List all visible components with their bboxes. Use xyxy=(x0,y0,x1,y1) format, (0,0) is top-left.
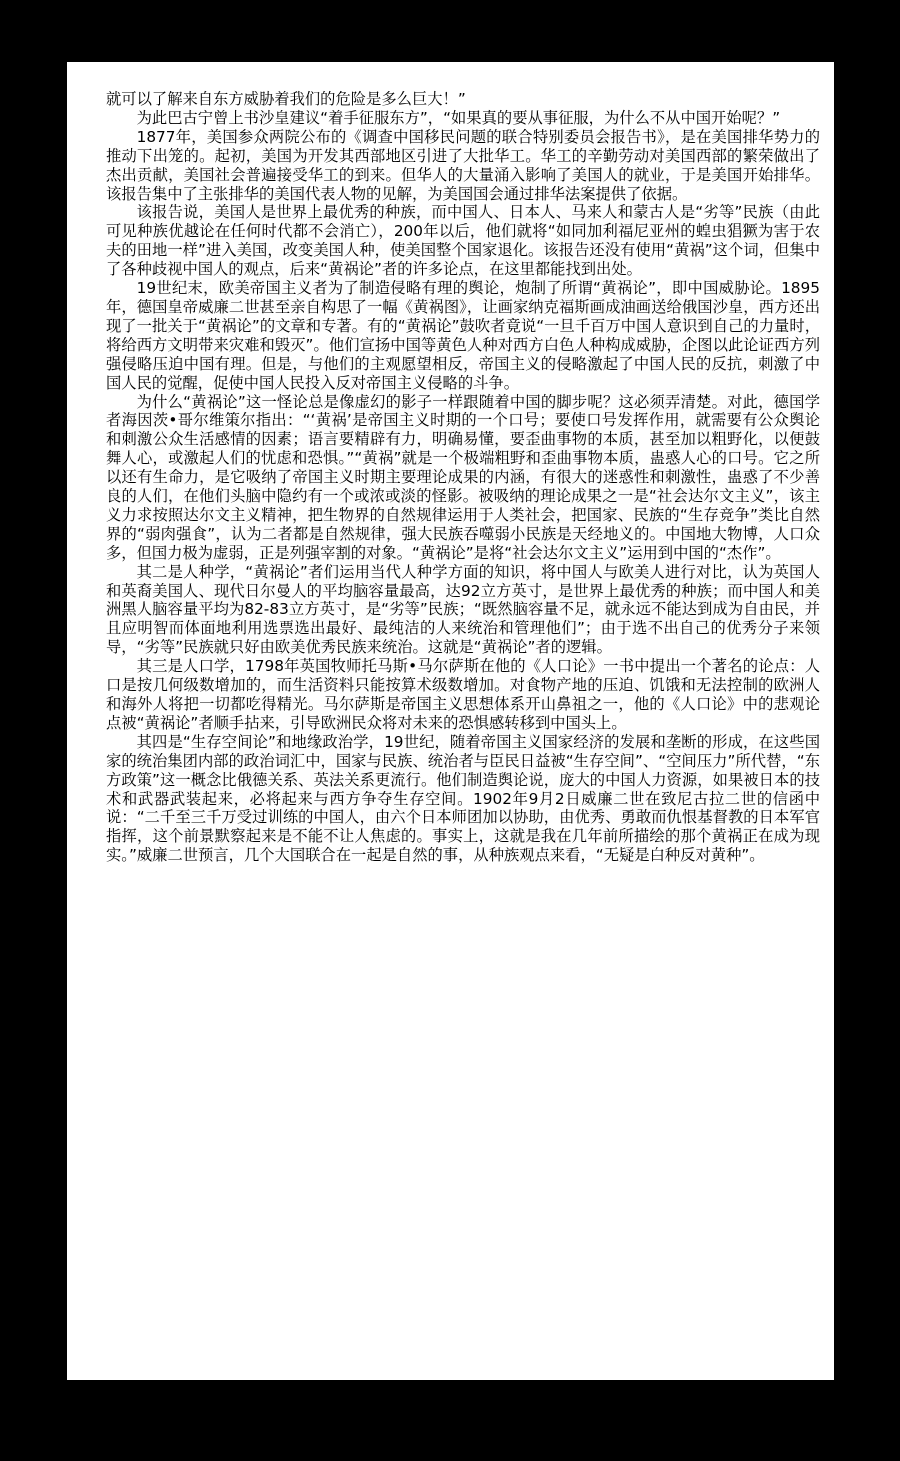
paragraph: 为此巴古宁曾上书沙皇建议“着手征服东方”，“如果真的要从事征服，为什么不从中国开始呢？” xyxy=(136,108,781,127)
paragraph: 19世纪末，欧美帝国主义者为了制造侵略有理的舆论，炮制了所谓“黄祸论”，即中国威胁论。1895年，德国皇帝威廉二世甚至亲自构思了一幅《黄祸图》，让画家纳克福斯画成油画送给俄国沙皇，西方还出现了一批关于“黄祸论”的文章和专著。有的“黄祸论”鼓吹者竟说“一旦千百万中国人意识到自己的力量时，将给西方文明带来灾难和毁灭”。他们宣扬中国等黄色人种对西方白色人种构成威胁，企图以此论证西方列强侵略压迫中国有理。但是，与他们的主观愿望相反，帝国主义的侵略激起了中国人民的反抗，刺激了中国人民的觉醒，促使中国人民投入反对帝国主义侵略的斗争。 xyxy=(106,279,820,392)
paragraph: 其二是人种学，“黄祸论”者们运用当代人种学方面的知识，将中国人与欧美人进行对比，认为英国人和英裔美国人、现代日尔曼人的平均脑容量最高，达92立方英寸，是世界上最优秀的种族；而中国人和美洲黑人脑容量平均为82-83立方英寸，是“劣等”民族；“既然脑容量不足，就永远不能达到成为自由民，并且应明智而体面地利用选票选出最好、最纯洁的人来统治和管理他们”；由于选不出自己的优秀分子来领导，“劣等”民族就只好由欧美优秀民族来统治。这就是“黄祸论”者的逻辑。 xyxy=(106,562,820,657)
paragraph: 该报告说，美国人是世界上最优秀的种族，而中国人、日本人、马来人和蒙古人是“劣等”民族（由此可见种族优越论在任何时代都不会消亡），200年以后，他们就将“如同加利福尼亚州的蝗虫猖獗为害于农夫的田地一样”进入美国，改变美国人种，使美国整个国家退化。该报告还没有使用“黄祸”这个词，但集中了各种歧视中国人的观点，后来“黄祸论”者的许多论点，在这里都能找到出处。 xyxy=(106,203,820,279)
paragraph: 为什么“黄祸论”这一怪论总是像虚幻的影子一样跟随着中国的脚步呢？这必须弄清楚。对此，德国学者海因茨•哥尔维策尔指出：“‘黄祸’是帝国主义时期的一个口号；要使口号发挥作用，就需要有公众舆论和刺激公众生活感情的因素；语言要精辟有力，明确易懂，要歪曲事物的本质，甚至加以粗野化，以便鼓舞人心，或激起人们的忧虑和恐惧。”“黄祸”就是一个极端粗野和歪曲事物本质，蛊惑人心的口号。它之所以还有生命力，是它吸纳了帝国主义时期主要理论成果的内涵，有很大的迷惑性和刺激性，蛊惑了不少善良的人们，在他们头脑中隐约有一个或浓或淡的怪影。被吸纳的理论成果之一是“社会达尔文主义”，该主义力求按照达尔文主义精神，把生物界的自然规律运用于人类社会，把国家、民族的“生存竞争”类比自然界的“弱肉强食”，认为二者都是自然规律，强大民族吞噬弱小民族是天经地义的。中国地大物博，人口众多，但国力极为虚弱，正是列强宰割的对象。“黄祸论”是将“社会达尔文主义”运用到中国的“杰作”。 xyxy=(106,392,820,562)
paragraph: 就可以了解来自东方威胁着我们的危险是多么巨大！” xyxy=(106,90,466,108)
body-text xyxy=(106,90,820,865)
paragraph: 其三是人口学，1798年英国牧师托马斯•马尔萨斯在他的《人口论》一书中提出一个著名的论点：人口是按几何级数增加的，而生活资料只能按算术级数增加。对食物产地的压迫、饥饿和无法控制的欧洲人和海外人将把一切都吃得精光。马尔萨斯是帝国主义思想体系开山鼻祖之一，他的《人口论》中的悲观论点被“黄祸论”者顺手拈来，引导欧洲民众将对未来的恐惧感转移到中国头上。 xyxy=(106,657,820,732)
paragraph: 1877年，美国参众两院公布的《调查中国移民问题的联合特别委员会报告书》，是在美国排华势力的推动下出笼的。起初，美国为开发其西部地区引进了大批华工。华工的辛勤劳动对美国西部的繁荣做出了杰出贡献，美国社会普遍接受华工的到来。但华人的大量涌入影响了美国人的就业，于是美国开始排华。该报告集中了主张排华的美国代表人物的见解，为美国国会通过排华法案提供了依据。 xyxy=(106,127,820,203)
paragraph: 其四是“生存空间论”和地缘政治学，19世纪，随着帝国主义国家经济的发展和垄断的形成，在这些国家的统治集团内部的政治词汇中，国家与民族、统治者与臣民日益被“生存空间”、“空间压力”所代替，“东方政策”这一概念比俄德关系、英法关系更流行。他们制造舆论说，庞大的中国人力资源，如果被日本的技术和武器武装起来，必将起来与西方争夺生存空间。1902年9月2日威廉二世在致尼古拉二世的信函中说：“二千至三千万受过训练的中国人，由六个日本师团加以协助，由优秀、勇敢而仇恨基督教的日本军官指挥，这个前景默察起来是不能不让人焦虑的。事实上，这就是我在几年前所描绘的那个黄祸正在成为现实。”威廉二世预言，几个大国联合在一起是自然的事，从种族观点来看，“无疑是白种反对黄种”。 xyxy=(106,732,820,865)
document-page xyxy=(67,62,834,1380)
